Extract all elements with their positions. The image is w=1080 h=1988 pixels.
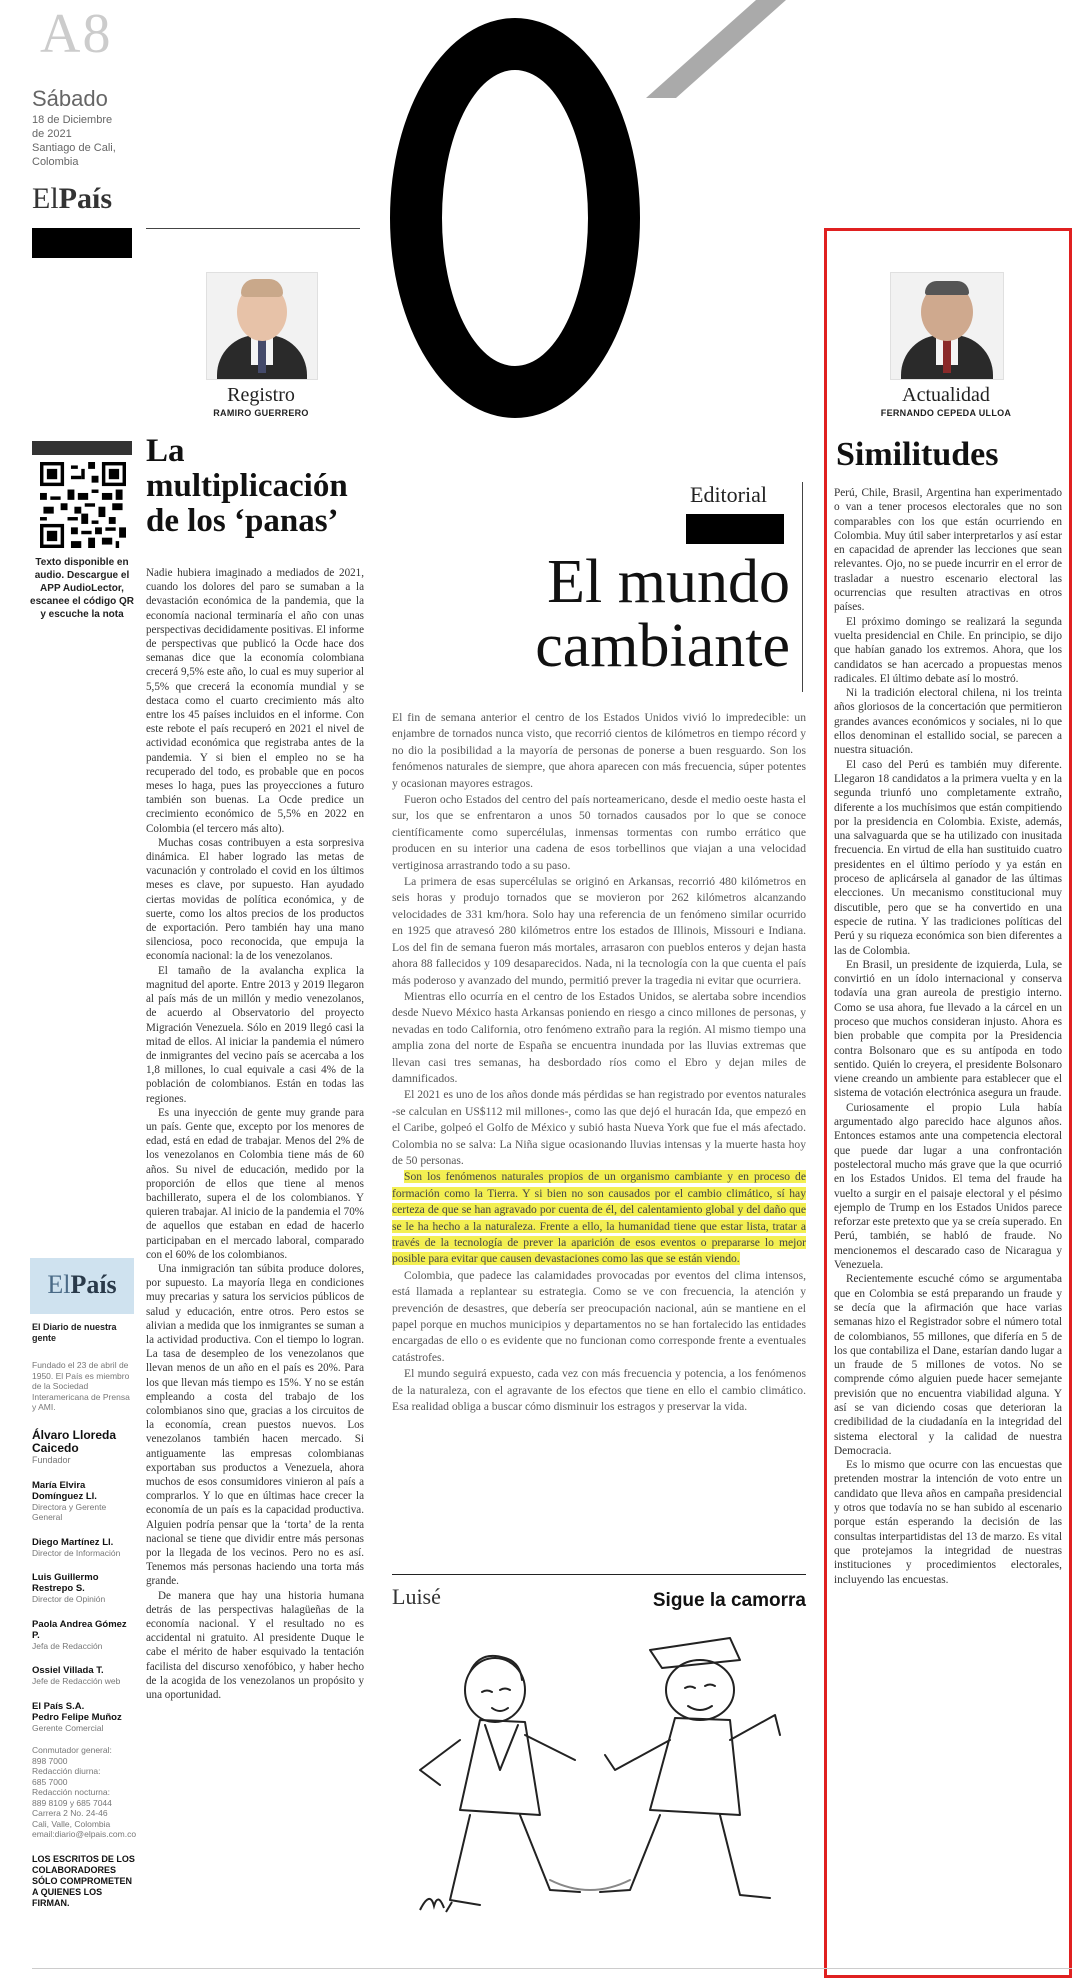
right-paragraph: En Brasil, un presidente de izquierda, Lula, se convirtió en un ídolo internacional y conserva todavía una gran aureola de prestigio interno. Como se usa ahora, fue llevado a la cárcel en un proceso que muchos consideran injusto. Ahora es bien probable que compita por la Presidencia contra Bolsonaro que es su antípoda en todo sentido. Quién lo creyera, el presidente Bolsonaro viene creando un ambiente para establecer que el sistema de votación electrónica asegura un fraude.	[834, 958, 1062, 1100]
editorial-rule	[802, 482, 803, 692]
founder-name: Álvaro Lloreda Caicedo	[32, 1427, 117, 1455]
left-article-body	[146, 566, 364, 1702]
staff-role: Jefa de Redacción	[32, 1640, 103, 1651]
masthead-logo-part-2: País	[70, 1270, 117, 1299]
masthead-logo-part-1: El	[47, 1270, 71, 1299]
section-label-right: Actualidad	[902, 384, 990, 406]
disclaimer: LOS ESCRITOS DE LOS COLABORADORES SÓLO COMPROMETEN A QUIENES LOS FIRMAN.	[32, 1853, 135, 1908]
qr-caption: Texto disponible en audio. Descargue el APP AudioLector, escanee el código QR y escuche la nota	[30, 557, 134, 620]
staff-name: María Elvira Domínguez Ll.	[32, 1479, 97, 1502]
staff-name: Paola Andrea Gómez P.	[32, 1618, 127, 1641]
highlighted-text: Son los fenómenos naturales propios de un organismo cambiante y en proceso de formación como la Tierra. Y si bien no son causados por el cambio climático, sí hay certeza de que se han agravado por cuenta de él, del calentamiento global y del daño que se le ha hecho a la naturaleza. Frente a ello, la humanidad tiene que estar lista, tratar a través de la tecnología de prever la aparición de esos eventos o prepararse lo mejor posible para evitar que causen devastaciones como las que se están viendo.	[392, 1170, 806, 1266]
cartoon-rule	[392, 1574, 806, 1575]
staff-role: Directora y Gerente General	[32, 1501, 107, 1522]
staff-role: Director de Opinión	[32, 1594, 106, 1604]
qr-code[interactable]	[40, 462, 126, 548]
editorial-body	[392, 710, 806, 1415]
logo-part-2: País	[58, 182, 113, 215]
contact-info	[32, 1745, 136, 1840]
right-paragraph: El próximo domingo se realizará la segunda vuelta presidencial en Chile. En principio, se dijo que habían ganado los extremos. Ahora, que los candidatos se han acercado a propuestas menos radicales. El último debate así lo mostró.	[834, 615, 1062, 685]
editorial-bar	[686, 514, 784, 544]
left-paragraph: Una inmigración tan súbita produce dolores, por supuesto. La mayoría llega en condiciones muy precarias y satura los servicios públicos de salud y educación, entre otros. Pero estos se alivian a medida que los inmigrantes se suman a la actividad productiva. Con el tiempo lo logran. La tasa de desempleo de los venezolanos que llevan menos de un año en el país es 20%. Para los que llevan más tiempo es 15%. Y no se están empleando a costa del trabajo de los colombianos sino que, gracias a los circuitos de la economía, crean puestos nuevos. Los venezolanos también hacen mercado. Si antiguamente las empresas colombianas exportaban sus productos a Venezuela, ahora muchos de esos consumidores vinieron al país a comprarlos. Y lo que en últimas hace crecer la economía de un país es la capacidad productiva. Alguien podría pensar que la ‘torta’ de la renta nacional se tiene que dividir entre más personas por la llegada de los vecinos. Pero no es así. Tenemos más personas haciendo una torta más grande.	[146, 1262, 364, 1588]
cartoon-artist: Luisé	[392, 1584, 441, 1609]
left-article-title: La multiplicación de los ‘panas’	[146, 433, 348, 539]
editorial-title: El mundo cambiante	[535, 548, 790, 680]
date-line-4: Colombia	[32, 156, 79, 168]
editorial-paragraph: Fueron ocho Estados del centro del país norteamericano, desde el medio oeste hasta el sur, los que se enfrentaron a unos 50 tornados causados por lo que se conoce científicamente como supercélulas, inmensas tormentas con rumbo errático que producen en su interior una cadena de esos torbellinos que viajan a una velocidad vertiginosa arrastrando todo a su paso.	[392, 793, 806, 872]
right-paragraph: Perú, Chile, Brasil, Argentina han experimentado o van a tener procesos electorales que no son comparables con los que están ocurriendo en Colombia. Muy útil saber interpretarlos y así estar en capacidad de aprender las lecciones que sean relevantes. Ojo, no se puede incurrir en el error de trasladar a nuestro escenario electoral las ocurrencias que resulten atractivas en otros países.	[834, 487, 1062, 614]
editorial-label: Editorial	[690, 482, 767, 507]
company-name: El País S.A.	[32, 1700, 85, 1712]
date-line-2: de 2021	[32, 128, 72, 140]
right-paragraph: Ni la tradición electoral chilena, ni los treinta años gloriosos de la concertación que permitieron grandes avances económicos y sociales, ni lo que ellos denominan el estallido social, se parecen a nuestra situación.	[834, 687, 1062, 757]
contact-line: Cali, Valle, Colombia	[32, 1818, 111, 1829]
right-paragraph: Es lo mismo que ocurre con las encuestas que pretenden mostrar la intención de voto entre un candidato que lleva años en campaña presidencial y otros que todavía no se han subido al escenario porque están esperando la decisión de las consultas interpartidistas del 13 de marzo. Es vital que protejamos la integridad de nuestras instituciones y procedimientos electorales, incluyendo las encuestas.	[834, 1459, 1062, 1586]
right-article-body	[834, 486, 1062, 1587]
masthead	[32, 1322, 136, 1909]
editorial-paragraph: El mundo seguirá expuesto, cada vez con más frecuencia y potencia, a los fenómenos de la naturaleza, con el agravante de los efectos que tiene en ello el cambio climático. Esa realidad obliga a buscar cómo disminuir los estragos y preservar la vida.	[392, 1367, 806, 1414]
date-line-3: Santiago de Cali,	[32, 142, 116, 154]
contact-line: Redacción nocturna:	[32, 1787, 110, 1797]
right-paragraph: Recientemente escuché cómo se argumentaba que en Colombia se está preparando un fraude y se decía que la afirmación que hace varias semanas hizo el Registrador sobre el número total de colombianos, 55 millones, que difería en 5 de los que contabiliza el Dane, estarían dando lugar a un fraude de 5 millones de votos. No se comprende cómo alguien puede hacer semejante previsión que no encuentra viabilidad alguna. Y así se van diciendo cosas que deterioran la credibilidad de la ciudadanía en la integridad del sistema electoral y la calidad de nuestra Democracia.	[834, 1273, 1062, 1457]
redaction-bar	[32, 228, 132, 258]
masthead-logo	[30, 1270, 134, 1300]
founder-role: Fundador	[32, 1454, 71, 1465]
contact-line: Conmutador general:	[32, 1745, 112, 1755]
commercial-role: Gerente Comercial	[32, 1722, 104, 1733]
editorial-paragraph: La primera de esas supercélulas se originó en Arkansas, recorrió 480 kilómetros en seis horas y produjo tornados que se movieron por 262 kilómetros alcanzando velocidades de 331 km/hora. Solo hay una referencia de un fenómeno similar ocurrido en 1925 que atravesó 280 kilómetros entre los estados de Illinois, Missouri e Indiana. Los del fin de semana fueron más mortales, arrasaron con pueblos enteros y dejan hasta ahora 88 fallecidos y 109 desaparecidos. Nada, ni la tecnología con la que cuenta el país más poderoso y avanzado del mundo, permitió prever la tragedia ni evitar que ocurriera.	[392, 875, 806, 987]
contact-email[interactable]: email:diario@elpais.com.co	[32, 1829, 137, 1839]
columnist-photo-left	[206, 272, 318, 380]
editorial-highlighted-paragraph	[392, 1169, 806, 1267]
staff-role: Jefe de Redacción web	[32, 1676, 121, 1686]
contact-line: 685 7000	[32, 1776, 68, 1787]
date-line-1: 18 de Diciembre	[32, 114, 113, 126]
byline-left: RAMIRO GUERRERO	[213, 408, 309, 418]
staff-name: Luis Guillermo Restrepo S.	[32, 1572, 99, 1594]
section-label-left: Registro	[227, 384, 295, 406]
left-paragraph: El tamaño de la avalancha explica la magnitud del aporte. Entre 2013 y 2019 llegaron al país más de un millón y medio venezolanos, de acuerdo al Observatorio del proyecto Migración Venezuela. Sólo en 2019 llegó casi la mitad de ellos. Al iniciar la pandemia el número de inmigrantes del vecino país se acercaba a los 1,8 millones, lo cual equivale a casi 4% de la población de colombianos. Están en todas las regiones.	[146, 964, 364, 1105]
contact-line: 898 7000	[32, 1755, 68, 1766]
right-paragraph: Curiosamente el propio Lula había argumentado algo parecido hace algunos años. Entonces estamos ante una competencia electoral que puede dar lugar a una confrontación postelectoral mucho más grave que la que ocurrió en los Estados Unidos. El tema del fraude ha vuelto a surgir en el paisaje electoral y el pésimo ejemplo de Trump en los Estados Unidos parece reforzar este pretexto que ya se creía superado. En Perú, también, se habló de fraude. No mencionemos el descarado caso de Nicaragua y Venezuela.	[834, 1101, 1062, 1272]
byline-right: FERNANDO CEPEDA ULLOA	[880, 408, 1012, 418]
staff-name: Diego Martínez Ll.	[32, 1536, 114, 1548]
editorial-paragraph: Colombia, que padece las calamidades provocadas por eventos del clima intensos, está llamada a replantear su estrategia. Como se ve con frecuencia, la atención y prevención de desastres, que debería ser preocupación nacional, aún se mantiene en el papel porque en muchos municipios y departamentos no se han fortalecido las entidades encargadas de ello o es evidente que no funcionan como corresponde frente a eventuales catástrofes.	[392, 1268, 806, 1364]
contact-line: 889 8109 y 685 7044	[32, 1797, 112, 1808]
staff-name: Ossiel Villada T.	[32, 1665, 104, 1676]
masthead-founded: Fundado el 23 de abril de 1950. El País es miembro de la Sociedad Interamericana de Prensa y AMI.	[32, 1360, 130, 1412]
top-rule	[146, 228, 360, 229]
editorial-paragraph: El fin de semana anterior el centro de los Estados Unidos vivió lo impredecible: un enjambre de tornados nunca visto, que recorrió cientos de kilómetros en tiempo récord y no dio la posibilidad a la mayoría de personas de ponerse a buen resguardo. Son los fenómenos naturales de siempre, que ahora aparecen con más frecuencia, súper potentes y ocasionan mayores estragos.	[392, 711, 806, 790]
contact-line: Carrera 2 No. 24-46	[32, 1808, 108, 1818]
logo-part-1: El	[32, 182, 59, 215]
left-paragraph: De manera que hay una historia humana detrás de las perspectivas halagüeñas de la economía nacional. Y el resultado no es accidental ni gratuito. Al presidente Duque le cabe el mérito de haber esquivado la tentación facilista del discurso xenofóbico, y haber hecho de la acogida de los venezolanos un propósito y una oportunidad.	[146, 1589, 364, 1702]
left-paragraph: Es una inyección de gente muy grande para un país. Gente que, excepto por los menores de edad, está en edad de trabajar. Menos del 2% de los venezolanos en Colombia tiene más de 60 años. Su nivel de educación, medido por la proporción de ellos que tiene al menos bachillerato, supera el de los colombianos. Y quieren trabajar. Al inicio de la pandemia el 70% de aquellos que estaban en edad de hacerlo participaban en el mercado laboral, comparado con el 60% de los colombianos.	[146, 1106, 364, 1261]
masthead-tagline: El Diario de nuestra gente	[32, 1322, 117, 1343]
left-paragraph: Nadie hubiera imaginado a mediados de 2021, cuando los dolores del paro se sumaban a la devastación económica de la pandemia, que la economía nacional terminaría el año con unas perspectivas decididamente positivas. El informe de perspectivas que publicó la Ocde hace dos semanas dice que la economía colombiana crecerá 9,5% este año, lo cual es muy superior al 5,5% que crecerá la economía mundial y se destaca como el cuarto crecimiento más alto entre los 45 países incluidos en el informe. Con este rebote el país recuperó en 2021 el nivel de actividad económica que registraba antes de la pandemia. Y si bien el empleo no se ha recuperado del todo, es probable que en pocos meses lo haga, pues las proyecciones a futuro también son buenas. La Ocde predice un crecimiento económico de 5,5% en 2022 en Colombia (el tercero más alto).	[146, 567, 364, 835]
bottom-rule	[32, 1968, 1072, 1969]
date-line	[32, 113, 116, 169]
page-number: A8	[40, 3, 113, 65]
cartoon-title: Sigue la camorra	[652, 1590, 806, 1611]
right-paragraph: El caso del Perú es también muy diferente. Llegaron 18 candidatos a la primera vuelta y en la segunda triunfó uno completamente extraño, diferente a los muchísimos que están compitiendo por la presidencia en Colombia. Existe, además, una salvaguarda que se ha utilizado con inusitada frecuencia. En virtud de ella han sustituido cuatro presidentes en el último período y ya están en proceso de aplicársela al ganador de las últimas elecciones. Un mecanismo constitucional muy discutible, pero que se ha convertido en una especie de rutina. Y las tradiciones políticas del Perú y su riqueza económica son bien diferentes a las de Colombia.	[834, 758, 1062, 957]
staff-role: Director de Información	[32, 1547, 121, 1558]
cartoon-illustration	[400, 1620, 800, 1940]
date-day: Sábado	[32, 86, 108, 111]
contact-line: Redacción diurna:	[32, 1766, 101, 1776]
right-article-title: Similitudes	[836, 436, 999, 473]
left-paragraph: Muchas cosas contribuyen a esta sorpresiva dinámica. El haber logrado las metas de vacunación y controlado el covid en los últimos meses es clave, por supuesto. Han ayudado ciertas movidas de política económica, y de suerte, como los altos precios de los productos de exportación. Pero también hay una mano silenciosa, poco reconocida, que empuja la economía nacional: la de los venezolanos.	[146, 836, 364, 963]
qr-rule	[32, 441, 132, 455]
commercial-name: Pedro Felipe Muñoz	[32, 1711, 122, 1723]
brand-logo	[32, 182, 112, 216]
editorial-paragraph: Mientras ello ocurría en el centro de los Estados Unidos, se alertaba sobre incendios desde Nuevo México hasta Arkansas poniendo en riesgo a cinco millones de personas, y nevadas en todo California, otro fenómeno extraño para la región. Al mismo tiempo una amplia zona del norte de España se encuentra inundada por las lluvias extremas que llevan casi tres semanas, ha desbordado ríos como el Ebro y dejan miles de damnificados.	[392, 989, 806, 1085]
editorial-paragraph: El 2021 es uno de los años donde más pérdidas se han registrado por eventos naturales -se calculan en US$112 mil millones-, como las que dejó el huracán Ida, que empezó en el Caribe, golpeó el Golfo de México y subió hasta Nueva York que fue el más afectado. Colombia no se salva: La Niña sigue ocasionando lluvias intensas y la muerte hasta hoy de 50 personas.	[392, 1088, 806, 1167]
opinion-o-glyph	[390, 18, 640, 418]
opinion-accent-mark	[636, 0, 786, 100]
